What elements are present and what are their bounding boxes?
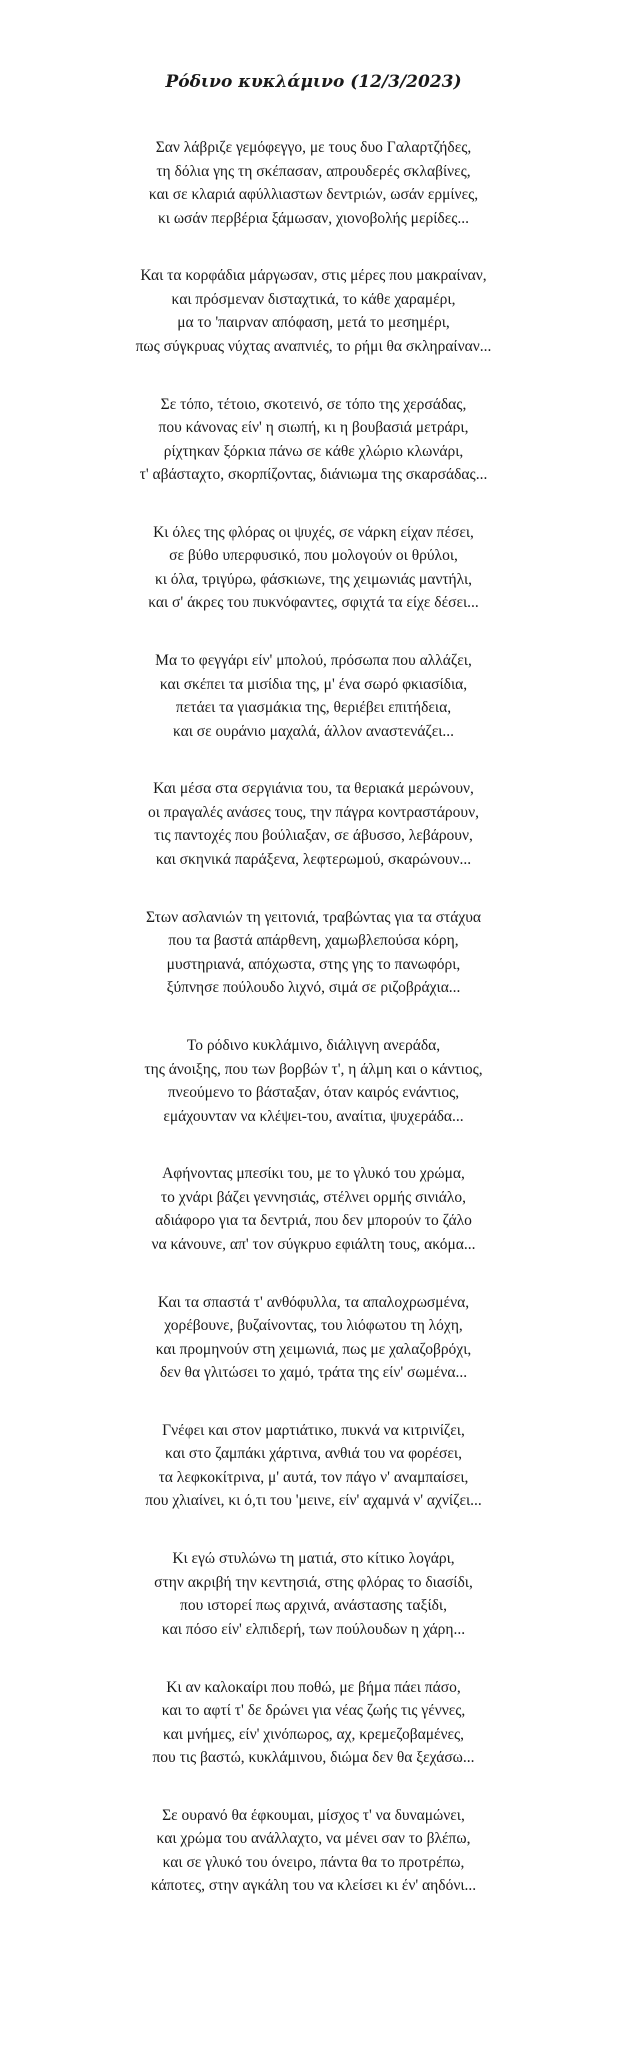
- poem-body: [0, 136, 627, 1898]
- poem-line: και σε γλυκό του όνειρο, πάντα θα το προτρέπω,: [162, 1853, 465, 1871]
- poem-line: τ' αβάσταχτο, σκορπίζοντας, διάνιωμα της σκαρσάδας...: [139, 466, 488, 484]
- poem-line: και σκηνικά παράξενα, λεφτερωμού, σκαρώνουν...: [155, 850, 472, 868]
- poem-line: κάποτες, στην αγκάλη του να κλείσει κι έν' αηδόνι...: [150, 1877, 477, 1895]
- poem-line: και χρώμα του ανάλλαχτο, να μένει σαν το βλέπω,: [156, 1830, 471, 1848]
- poem-line: που κάνονας είν' η σιωπή, κι η βουβασιά μετράρι,: [158, 419, 469, 437]
- stanza: [0, 777, 627, 871]
- stanza: [0, 1419, 627, 1513]
- poem-line: να κάνουνε, απ' τον σύγκρυο εφιάλτη τους, ακόμα...: [151, 1235, 476, 1253]
- poem-line: ρίχτηκαν ξόρκια πάνω σε κάθε χλώριο κλωνάρι,: [163, 442, 464, 460]
- poem-line: Κι αν καλοκαίρι που ποθώ, με βήμα πάει πάσο,: [166, 1678, 461, 1696]
- poem-line: οι πραγαλές ανάσες τους, την πάγρα κοντραστάρουν,: [148, 803, 479, 821]
- poem-line: και μνήμες, είν' χινόπωρος, αχ, κρεμεζοβαμένες,: [162, 1725, 465, 1743]
- poem-line: κι όλα, τριγύρω, φάσκιωνε, της χειμωνιάς μαντήλι,: [154, 570, 473, 588]
- poem-line: και προμηνούν στη χειμωνιά, πως με χαλαζοβρόχι,: [155, 1340, 472, 1358]
- poem-line: ξύπνησε πούλουδο λιχνό, σιμά σε ριζοβράχια...: [166, 979, 461, 997]
- poem-line: κι ωσάν περβέρια ξάμωσαν, χιονοβολής μερίδες...: [158, 209, 469, 227]
- poem-line: και πρόσμεναν δισταχτικά, το κάθε χαραμέρι,: [171, 290, 456, 308]
- stanza: [0, 264, 627, 358]
- poem-line: Και τα σπαστά τ' ανθόφυλλα, τα απαλοχρωσμένα,: [157, 1293, 470, 1311]
- poem-line: μα το 'παιρναν απόφαση, μετά το μεσημέρι,: [177, 314, 450, 332]
- poem-line: Κι όλες της φλόρας οι ψυχές, σε νάρκη είχαν πέσει,: [153, 523, 474, 541]
- stanza: [0, 1034, 627, 1128]
- poem-line: και σε ουράνιο μαχαλά, άλλον αναστενάζει...: [172, 722, 455, 740]
- poem-line: Σαν λάβριζε γεμόφεγγο, με τους δυο Γαλαρτζήδες,: [155, 139, 472, 156]
- poem-line: τη δόλια γης τη σκέπασαν, απρουδερές σκλαβίνες,: [156, 162, 471, 180]
- poem-line: και σκέπει τα μισίδια της, μ' ένα σωρό φκιασίδια,: [159, 675, 468, 693]
- poem-line: αδιάφορο για τα δεντριά, που δεν μπορούν το ζάλο: [155, 1212, 472, 1230]
- stanza: [0, 521, 627, 615]
- poem-line: σε βύθο υπερφυσικό, που μολογούν οι θρύλοι,: [169, 547, 458, 565]
- poem-line: Σε ουρανό θα έφκουμαι, μίσχος τ' να δυναμώνει,: [162, 1806, 465, 1824]
- poem-line: Γνέφει και στον μαρτιάτικο, πυκνά να κιτρινίζει,: [162, 1421, 465, 1439]
- poem-line: τα λεφκοκίτρινα, μ' αυτά, τον πάγο ν' αναμπαίσει,: [158, 1468, 469, 1486]
- poem-line: και σ' άκρες του πυκνόφαντες, σφιχτά τα είχε δέσει...: [148, 594, 479, 612]
- poem-line: που χλιαίνει, κι ό,τι του 'μεινε, είν' αχαμνά ν' αχνίζει...: [145, 1492, 482, 1510]
- poem-line: πνεούμενο το βάσταξαν, όταν καιρός ενάντιος,: [167, 1084, 460, 1102]
- poem-line: πετάει τα γιασμάκια της, θεριέβει επιτήδεια,: [175, 699, 452, 717]
- poem-line: της άνοιξης, που των βορβών τ', η άλμη και ο κάντιος,: [144, 1060, 483, 1078]
- poem-line: δεν θα γλιτώσει το χαμό, τράτα της είν' σωμένα...: [159, 1364, 468, 1382]
- poem-line: Αφήνοντας μπεσίκι του, με το γλυκό του χρώμα,: [162, 1165, 465, 1183]
- poem-line: Και τα κορφάδια μάργωσαν, στις μέρες που μακραίναν,: [140, 267, 487, 285]
- poem-line: χορέβουνε, βυζαίνοντας, του λιόφωτου τη λόχη,: [164, 1317, 463, 1335]
- stanza: [0, 1676, 627, 1770]
- poem-line: και στο ζαμπάκι χάρτινα, ανθιά του να φορέσει,: [165, 1445, 462, 1463]
- stanza: [0, 1804, 627, 1898]
- stanza: [0, 1162, 627, 1256]
- poem-line: στην ακριβή την κεντησιά, στης φλόρας το διασίδι,: [154, 1573, 473, 1591]
- poem-line: και πόσο είν' ελπιδερή, των πούλουδων η χάρη...: [161, 1620, 466, 1638]
- poem-line: το χνάρι βάζει γεννησιάς, στέλνει ορμής σινιάλο,: [160, 1188, 467, 1206]
- stanza: [0, 393, 627, 487]
- poem-line: τις παντοχές που βούλιαξαν, σε άβυσσο, λεβάρουν,: [154, 827, 473, 845]
- poem-line: Το ρόδινο κυκλάμινο, διάλιγνη ανεράδα,: [186, 1037, 441, 1055]
- poem-line: που τις βαστώ, κυκλάμινου, διώμα δεν θα ξεχάσω...: [152, 1749, 475, 1767]
- poem-line: και το αφτί τ' δε δρώνει για νέας ζωής τις γέννες,: [161, 1702, 466, 1720]
- poem-line: Κι εγώ στυλώνω τη ματιά, στο κίτικο λογάρι,: [172, 1550, 455, 1568]
- poem-line: που τα βαστά απάρθενη, χαμωβλεπούσα κόρη,: [168, 932, 459, 950]
- poem-title: Ρόδινο κυκλάμινο (12/3/2023): [165, 72, 462, 92]
- stanza: [0, 906, 627, 1000]
- poem-line: Σε τόπο, τέτοιο, σκοτεινό, σε τόπο της χερσάδας,: [160, 395, 467, 413]
- stanza: [0, 136, 627, 230]
- poem-line: Και μέσα στα σεργιάνια του, τα θεριακά μερώνουν,: [153, 780, 474, 798]
- poem-line: εμάχουνταν να κλέψει-του, αναίτια, ψυχεράδα...: [163, 1107, 464, 1125]
- poem-line: και σε κλαριά αφύλλιαστων δεντριών, ωσάν ερμίνες,: [148, 186, 479, 203]
- poem-line: Μα το φεγγάρι είν' μπολού, πρόσωπα που αλλάζει,: [155, 652, 472, 670]
- stanza: [0, 1547, 627, 1641]
- poem-line: πως σύγκρυας νύχτας αναπνιές, το ρήμι θα σκληραίναν...: [135, 337, 492, 355]
- poem-line: μυστηριανά, απόχωστα, στης γης το πανωφόρι,: [166, 955, 461, 973]
- poem-line: που ιστορεί πως αρχινά, ανάστασης ταξίδι,: [180, 1597, 447, 1615]
- poem-line: Στων ασλανιών τη γειτονιά, τραβώντας για τα στάχυα: [145, 908, 482, 926]
- stanza: [0, 1291, 627, 1385]
- stanza: [0, 649, 627, 743]
